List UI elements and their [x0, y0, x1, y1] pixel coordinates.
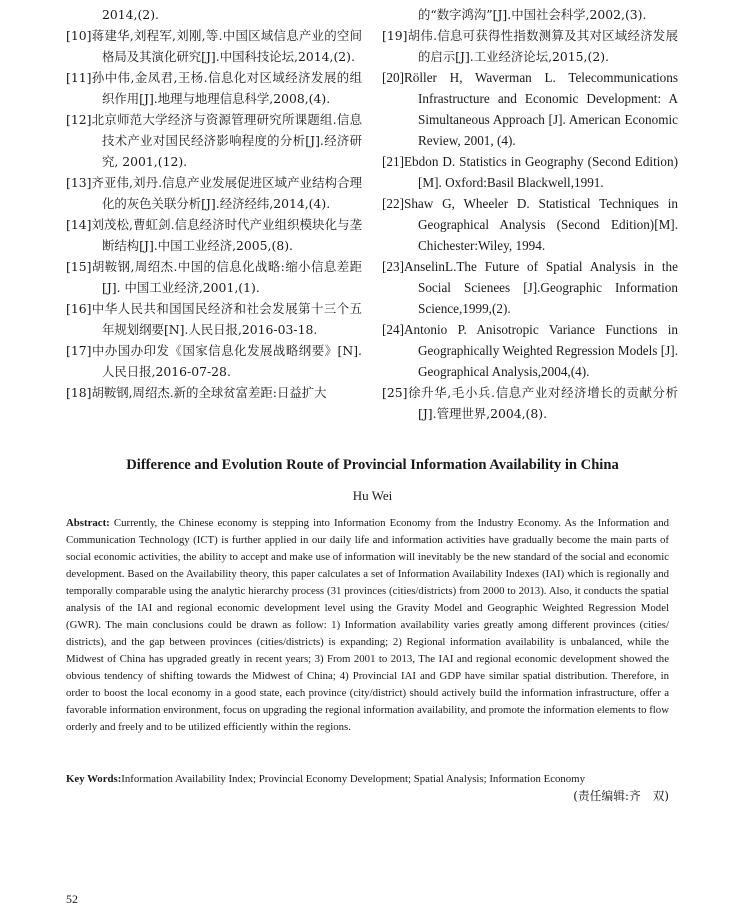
- keywords: [66, 771, 669, 788]
- reference-number: [11]: [66, 70, 92, 85]
- reference-number: [17]: [66, 343, 92, 358]
- reference-23: [382, 256, 678, 319]
- abstract-label: Abstract:: [66, 517, 110, 529]
- reference-number: [14]: [66, 217, 92, 232]
- reference-text: Röller H, Waverman L. Telecommunications Infrastructure and Economic Development: A Simultaneous Approach [J]. American Economic Review, 2001, (4).: [403, 70, 678, 148]
- references-left-column: [66, 4, 362, 403]
- reference-text: 刘茂松,曹虹剑.信息经济时代产业组织模块化与垄断结构[J].中国工业经济,2005,(8).: [91, 217, 362, 253]
- reference-number: [15]: [66, 259, 92, 274]
- reference-text: 胡鞍钢,周绍杰.中国的信息化战略:缩小信息差距[J]. 中国工业经济,2001,(1).: [91, 259, 362, 295]
- reference-text: Ebdon D. Statistics in Geography (Second Edition)[M]. Oxford:Basil Blackwell,1991.: [403, 154, 678, 190]
- paper-title: Difference and Evolution Route of Provincial Information Availability in China: [126, 457, 619, 473]
- reference-22: [382, 193, 678, 256]
- keywords-text: Information Availability Index; Provincial Economy Development; Spatial Analysis; Information Economy: [121, 773, 585, 785]
- reference-text: Antonio P. Anisotropic Variance Functions in Geographically Weighted Regression Models [J]. Geographical Analysis,2004,(4).: [403, 322, 678, 379]
- page-number: 52: [66, 892, 78, 906]
- reference-text: 齐亚伟,刘丹.信息产业发展促进区域产业结构合理化的灰色关联分析[J].经济经纬,2014,(4).: [91, 175, 362, 211]
- reference-text: 孙中伟,金凤君,王杨.信息化对区域经济发展的组织作用[J].地理与地理信息科学,2008,(4).: [91, 70, 362, 106]
- reference-number: [25]: [382, 385, 408, 400]
- reference-number: [12]: [66, 112, 92, 127]
- reference-25: [382, 382, 678, 424]
- reference-number: [19]: [382, 28, 408, 43]
- reference-24: [382, 319, 678, 382]
- abstract-text: Currently, the Chinese economy is stepping into Information Economy from the Industry Economy. As the Information and Communication Technology (ICT) is further applied in our daily life and information activities have gradually become the main parts of social economic activities, the ability to accept and make use of information will inevitably be the new standard of the social and economic development. Based on the Availability theory, this paper calculates a set of Information Availability Indexes (IAI) which is regionally and temporally comparable using the analytic hierarchy process (31 provinces (cities/districts) from 2000 to 2013). Also, it conducts the spatial analysis of the IAI and regional economic development level using the Gravity Model and Geographic Weighted Regression Model (GWR). The main conclusions could be drawn as follow: 1) Information availability varies greatly among different provinces (cities/ districts), and the gap between provinces (cities/districts) is expanding; 2) Regional information availability is unbalanced, while the Midwest of China has upgraded greatly in recent years; 3) From 2001 to 2013, The IAI and regional economic development showed the obvious tendency of shifting towards the Midwest of China; 4) Provincial IAI and GDP have similar spatial distribution. Therefore, in order to boost the local economy in a good state, each province (city/district) should actively build the information infrastructure, offer a favorable information environment, focus on upgrading the regional information availability, and promote the information elements to flow orderly and freely and to be utilized efficiently within the regions.: [66, 517, 669, 733]
- reference-number: [10]: [66, 28, 92, 43]
- reference-number: [20]: [382, 70, 404, 85]
- reference-15: [66, 256, 362, 298]
- reference-14: [66, 214, 362, 256]
- paper-author: Hu Wei: [352, 488, 393, 503]
- reference-12: [66, 109, 362, 172]
- reference-number: [22]: [382, 196, 404, 211]
- reference-text: 胡鞍钢,周绍杰.新的全球贫富差距:日益扩大: [91, 385, 327, 400]
- reference-text: Shaw G, Wheeler D. Statistical Techniques in Geographical Analysis (Second Edition)[M]. Chichester:Wiley, 1994.: [403, 196, 678, 253]
- reference-text: 徐升华,毛小兵.信息产业对经济增长的贡献分析[J].管理世界,2004,(8).: [407, 385, 678, 421]
- reference-number: [18]: [66, 385, 92, 400]
- reference-9-continued: 2014,(2).: [102, 7, 159, 22]
- reference-20: [382, 67, 678, 151]
- reference-13: [66, 172, 362, 214]
- references-right-column: [382, 4, 678, 424]
- reference-text: 中华人民共和国国民经济和社会发展第十三个五年规划纲要[N].人民日报,2016-03-18.: [91, 301, 362, 337]
- reference-text: AnselinL.The Future of Spatial Analysis in the Social Scienees [J].Geographic Information Science,1999,(2).: [403, 259, 678, 316]
- reference-text: 中办国办印发《国家信息化发展战略纲要》[N].人民日报,2016-07-28.: [91, 343, 362, 379]
- reference-text: 蒋建华,刘程军,刘刚,等.中国区域信息产业的空间格局及其演化研究[J].中国科技论坛,2014,(2).: [91, 28, 362, 64]
- reference-number: [24]: [382, 322, 404, 337]
- reference-21: [382, 151, 678, 193]
- reference-10: [66, 25, 362, 67]
- reference-17: [66, 340, 362, 382]
- editor-note: (责任编辑:齐 双): [573, 789, 669, 803]
- reference-number: [16]: [66, 301, 92, 316]
- keywords-label: Key Words:: [66, 773, 122, 785]
- reference-19: [382, 25, 678, 67]
- reference-11: [66, 67, 362, 109]
- reference-number: [21]: [382, 154, 404, 169]
- reference-number: [23]: [382, 259, 404, 274]
- reference-18-continued: 的“数字鸿沟”[J].中国社会科学,2002,(3).: [418, 7, 647, 22]
- reference-18: [66, 382, 362, 403]
- abstract: [66, 515, 669, 736]
- reference-text: 北京师范大学经济与资源管理研究所课题组.信息技术产业对国民经济影响程度的分析[J].经济研究, 2001,(12).: [91, 112, 362, 169]
- reference-16: [66, 298, 362, 340]
- reference-text: 胡伟.信息可获得性指数测算及其对区域经济发展的启示[J].工业经济论坛,2015,(2).: [407, 28, 678, 64]
- reference-number: [13]: [66, 175, 92, 190]
